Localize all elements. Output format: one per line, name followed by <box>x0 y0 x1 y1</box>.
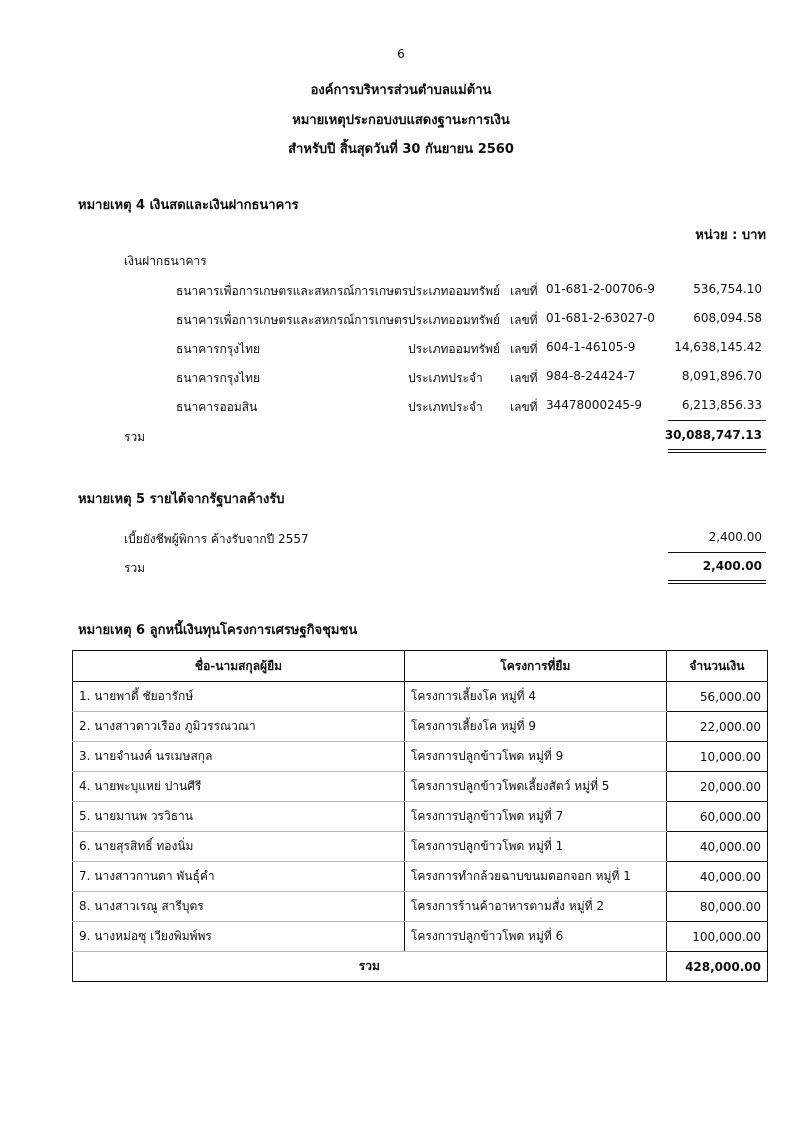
project-name: โครงการปลูกข้าวโพด หมู่ที่ 9 <box>404 742 666 772</box>
borrower-name: 5. นายมานพ วรวิธาน <box>73 802 405 832</box>
account-number-label: เลขที่ <box>510 313 538 327</box>
account-number-label: เลขที่ <box>510 284 538 298</box>
table-total-row <box>73 952 768 982</box>
account-number: 604-1-46105-9 <box>546 340 636 354</box>
table-row <box>73 802 768 832</box>
column-header-project: โครงการที่ยืม <box>404 651 666 682</box>
account-bank: ธนาคารกรุงไทย <box>176 371 261 385</box>
org-title: องค์การบริหารส่วนตำบลแม่ต้าน <box>310 83 492 98</box>
project-name: โครงการเลี้ยงโค หมู่ที่ 9 <box>404 712 666 742</box>
column-header-amount: จำนวนเงิน <box>666 651 767 682</box>
project-name: โครงการปลูกข้าวโพด หมู่ที่ 1 <box>404 832 666 862</box>
table-header-row <box>73 651 768 682</box>
table-total-amount: 428,000.00 <box>666 952 767 982</box>
loan-amount: 60,000.00 <box>666 802 767 832</box>
note4-title: หมายเหตุ 4 เงินสดและเงินฝากธนาคาร <box>78 198 299 213</box>
account-amount: 536,754.10 <box>693 282 762 296</box>
account-type: ประเภทออมทรัพย์ <box>408 313 501 327</box>
table-row <box>73 892 768 922</box>
table-row <box>73 742 768 772</box>
account-type: ประเภทประจำ <box>408 371 483 385</box>
table-row <box>73 772 768 802</box>
account-amount: 6,213,856.33 <box>681 398 762 412</box>
period-title: สำหรับปี สิ้นสุดวันที่ 30 กันยายน 2560 <box>288 142 514 157</box>
double-rule-top <box>668 449 766 450</box>
borrower-name: 7. นางสาวกานดา พันธุ์คำ <box>73 862 405 892</box>
borrower-name: 2. นางสาวดาวเรือง ภูมิวรรณวณา <box>73 712 405 742</box>
statement-title: หมายเหตุประกอบงบแสดงฐานะการเงิน <box>292 113 510 128</box>
table-row <box>73 832 768 862</box>
subtotal-rule <box>668 420 766 421</box>
loan-amount: 40,000.00 <box>666 862 767 892</box>
account-amount: 608,094.58 <box>693 311 762 325</box>
account-bank: ธนาคารเพื่อการเกษตรและสหกรณ์การเกษตร <box>176 313 409 327</box>
account-bank: ธนาคารเพื่อการเกษตรและสหกรณ์การเกษตร <box>176 284 409 298</box>
table-row <box>73 862 768 892</box>
double-rule-bottom <box>668 452 766 453</box>
bank-deposit-subheading: เงินฝากธนาคาร <box>124 254 207 268</box>
loan-amount: 100,000.00 <box>666 922 767 952</box>
account-number: 01-681-2-63027-0 <box>546 311 655 325</box>
unit-label: หน่วย : บาท <box>695 228 766 243</box>
table-row <box>73 712 768 742</box>
project-name: โครงการร้านค้าอาหารตามสั่ง หมู่ที่ 2 <box>404 892 666 922</box>
note5-total-label: รวม <box>124 561 146 575</box>
table-row <box>73 682 768 712</box>
loan-amount: 20,000.00 <box>666 772 767 802</box>
project-name: โครงการปลูกข้าวโพดเลี้ยงสัตว์ หมู่ที่ 5 <box>404 772 666 802</box>
borrower-name: 9. นางหม่อซุ เวียงพิมพ์พร <box>73 922 405 952</box>
borrower-name: 1. นายพาดี้ ชัยอารักษ์ <box>73 682 405 712</box>
loan-amount: 10,000.00 <box>666 742 767 772</box>
loan-amount: 40,000.00 <box>666 832 767 862</box>
subtotal-rule <box>668 552 766 553</box>
account-number-label: เลขที่ <box>510 371 538 385</box>
account-number: 01-681-2-00706-9 <box>546 282 655 296</box>
double-rule-top <box>668 580 766 581</box>
loan-amount: 22,000.00 <box>666 712 767 742</box>
project-name: โครงการทำกล้วยฉาบขนมดอกจอก หมู่ที่ 1 <box>404 862 666 892</box>
loan-amount: 80,000.00 <box>666 892 767 922</box>
note5-total: 2,400.00 <box>702 559 762 573</box>
note6-title: หมายเหตุ 6 ลูกหนี้เงินทุนโครงการเศรษฐกิจชุมชน <box>78 623 358 638</box>
loan-amount: 56,000.00 <box>666 682 767 712</box>
borrower-name: 3. นายจำนงค์ นรเมษสกุล <box>73 742 405 772</box>
note5-item-label: เบี้ยยังชีพผู้พิการ ค้างรับจากปี 2557 <box>124 532 309 546</box>
account-bank: ธนาคารออมสิน <box>176 400 258 414</box>
project-name: โครงการปลูกข้าวโพด หมู่ที่ 6 <box>404 922 666 952</box>
account-number-label: เลขที่ <box>510 342 538 356</box>
borrower-name: 4. นายพะบุแหย่ ปานศีรี <box>73 772 405 802</box>
project-name: โครงการปลูกข้าวโพด หมู่ที่ 7 <box>404 802 666 832</box>
note4-total: 30,088,747.13 <box>664 428 762 442</box>
borrower-name: 8. นางสาวเรณู สารีบุตร <box>73 892 405 922</box>
table-total-label: รวม <box>73 952 667 982</box>
account-number: 984-8-24424-7 <box>546 369 636 383</box>
account-type: ประเภทออมทรัพย์ <box>408 284 501 298</box>
note5-item-amount: 2,400.00 <box>708 530 762 544</box>
account-type: ประเภทประจำ <box>408 400 483 414</box>
account-amount: 8,091,896.70 <box>681 369 762 383</box>
page-number: 6 <box>397 47 405 61</box>
account-number: 34478000245-9 <box>546 398 642 412</box>
account-amount: 14,638,145.42 <box>674 340 762 354</box>
double-rule-bottom <box>668 583 766 584</box>
borrower-name: 6. นายสุรสิทธิ์ ทองนิ่ม <box>73 832 405 862</box>
project-name: โครงการเลี้ยงโค หมู่ที่ 4 <box>404 682 666 712</box>
column-header-name: ชื่อ-นามสกุลผู้ยืม <box>73 651 405 682</box>
loan-table <box>72 650 768 982</box>
account-type: ประเภทออมทรัพย์ <box>408 342 501 356</box>
note4-total-label: รวม <box>124 430 146 444</box>
account-number-label: เลขที่ <box>510 400 538 414</box>
table-row <box>73 922 768 952</box>
account-bank: ธนาคารกรุงไทย <box>176 342 261 356</box>
note5-title: หมายเหตุ 5 รายได้จากรัฐบาลค้างรับ <box>78 492 285 507</box>
